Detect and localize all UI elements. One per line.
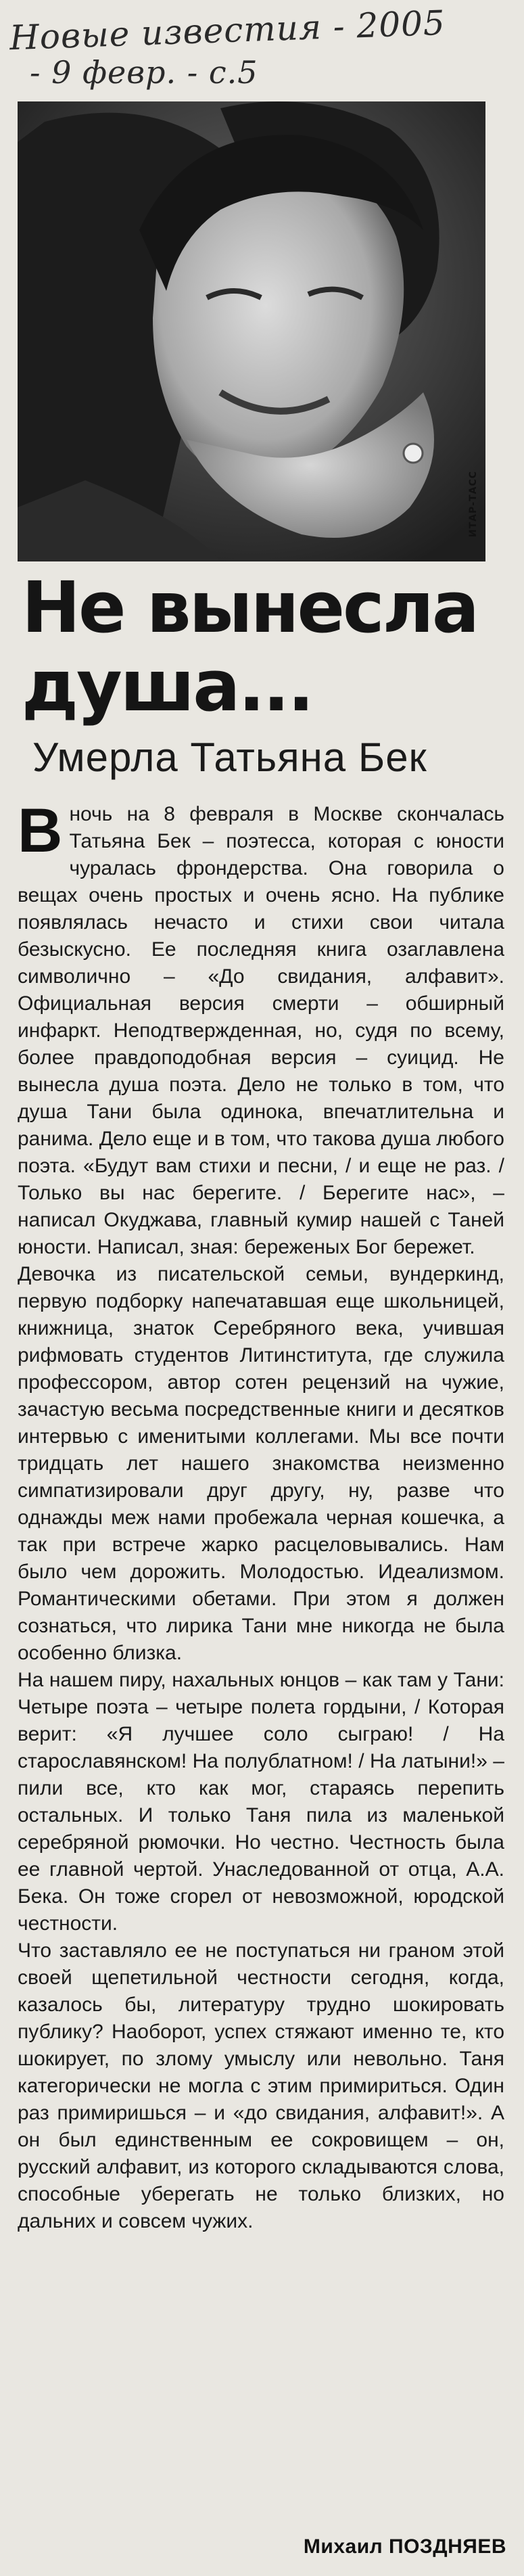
handwritten-note-line-1: Новые известия - 2005 (9, 3, 446, 58)
subheadline: Умерла Татьяна Бек (32, 735, 427, 780)
portrait-photo (18, 101, 485, 561)
article-paragraph (18, 801, 504, 1261)
handwritten-source-note (9, 4, 517, 99)
portrait-illustration (18, 101, 485, 561)
article-body (18, 801, 504, 2519)
handwritten-note-line-2: - 9 февр. - с.5 (30, 54, 258, 91)
article-paragraph: Что заставляло ее не поступаться ни граном этой своей щепетильной честности сегодня, когда, казалось бы, литературу трудно шокировать публику? Наоборот, успех стяжают именно те, кто шокирует, по злому умыслу или невольно. Таня категорически не могла с этим примириться. Один раз примиришься – и «до свидания, алфавит!». А он был единственным ее сокровищем – он, русский алфавит, из которого складываются слова, способные уберегать не только близких, но дальних и совсем чужих. (18, 1939, 504, 2232)
drop-cap: В (18, 801, 63, 865)
headline: Не вынесла душа... (22, 566, 478, 727)
author-byline: Михаил ПОЗДНЯЕВ (303, 2535, 506, 2558)
photo-credit: ИТАР-ТАСС (468, 470, 479, 537)
article-paragraph-text: ночь на 8 февраля в Москве скончалась Татьяна Бек – поэтесса, которая с юности чуралась фрондерства. Она говорила о вещах очень простых и очень ясно. На публике появлялась нечасто и стихи свои читала безыскусно. Ее последняя книга озаглавлена символично – «До свидания, алфавит». Официальная версия смерти – обширный инфаркт. Неподтвержденная, но, судя по всему, более правдоподобная версия – суицид. Не вынесла душа поэта. Дело не только в том, что душа Тани была одинока, впечатлительна и ранима. Дело еще и в том, что такова душа любого поэта. «Будут вам стихи и песни, / и еще не раз. / Только вы нас берегите. / Берегите нас», – написал Окуджава, главный кумир нашей с Таней юности. Написал, зная: береженых Бог бережет. (18, 803, 504, 1258)
article-paragraph: На нашем пиру, нахальных юнцов – как там у Тани: Четыре поэта – четыре полета гордыни, / Которая верит: «Я лучшее соло сыграю! / На старославянском! На полублатном! / На латыни!» – пили все, кто как мог, стараясь перепить остальных. И только Таня пила из маленькой серебряной рюмочки. Но честно. Честность была ее главной чертой. Унаследованной от отца, А.А. Бека. Он тоже сгорел от невозможной, юродской честности. (18, 1669, 504, 1935)
article-paragraph: Девочка из писательской семьи, вундеркинд, первую подборку напечатавшая еще школьницей, книжница, знаток Серебряного века, учившая рифмовать студентов Литинститута, где служила профессором, автор сотен рецензий на чужие, зачастую весьма посредственные книги и десятков интервью с именитыми коллегами. Мы все почти тридцать лет нашего знакомства неизменно симпатизировали друг другу, ну, разве что однажды меж нами пробежала черная кошечка, а так при встрече жарко расцеловывались. Нам было чем дорожить. Молодостью. Идеализмом. Романтическими обетами. При этом я должен сознаться, что лирика Тани мне никогда не была особенно близка. (18, 1263, 504, 1664)
